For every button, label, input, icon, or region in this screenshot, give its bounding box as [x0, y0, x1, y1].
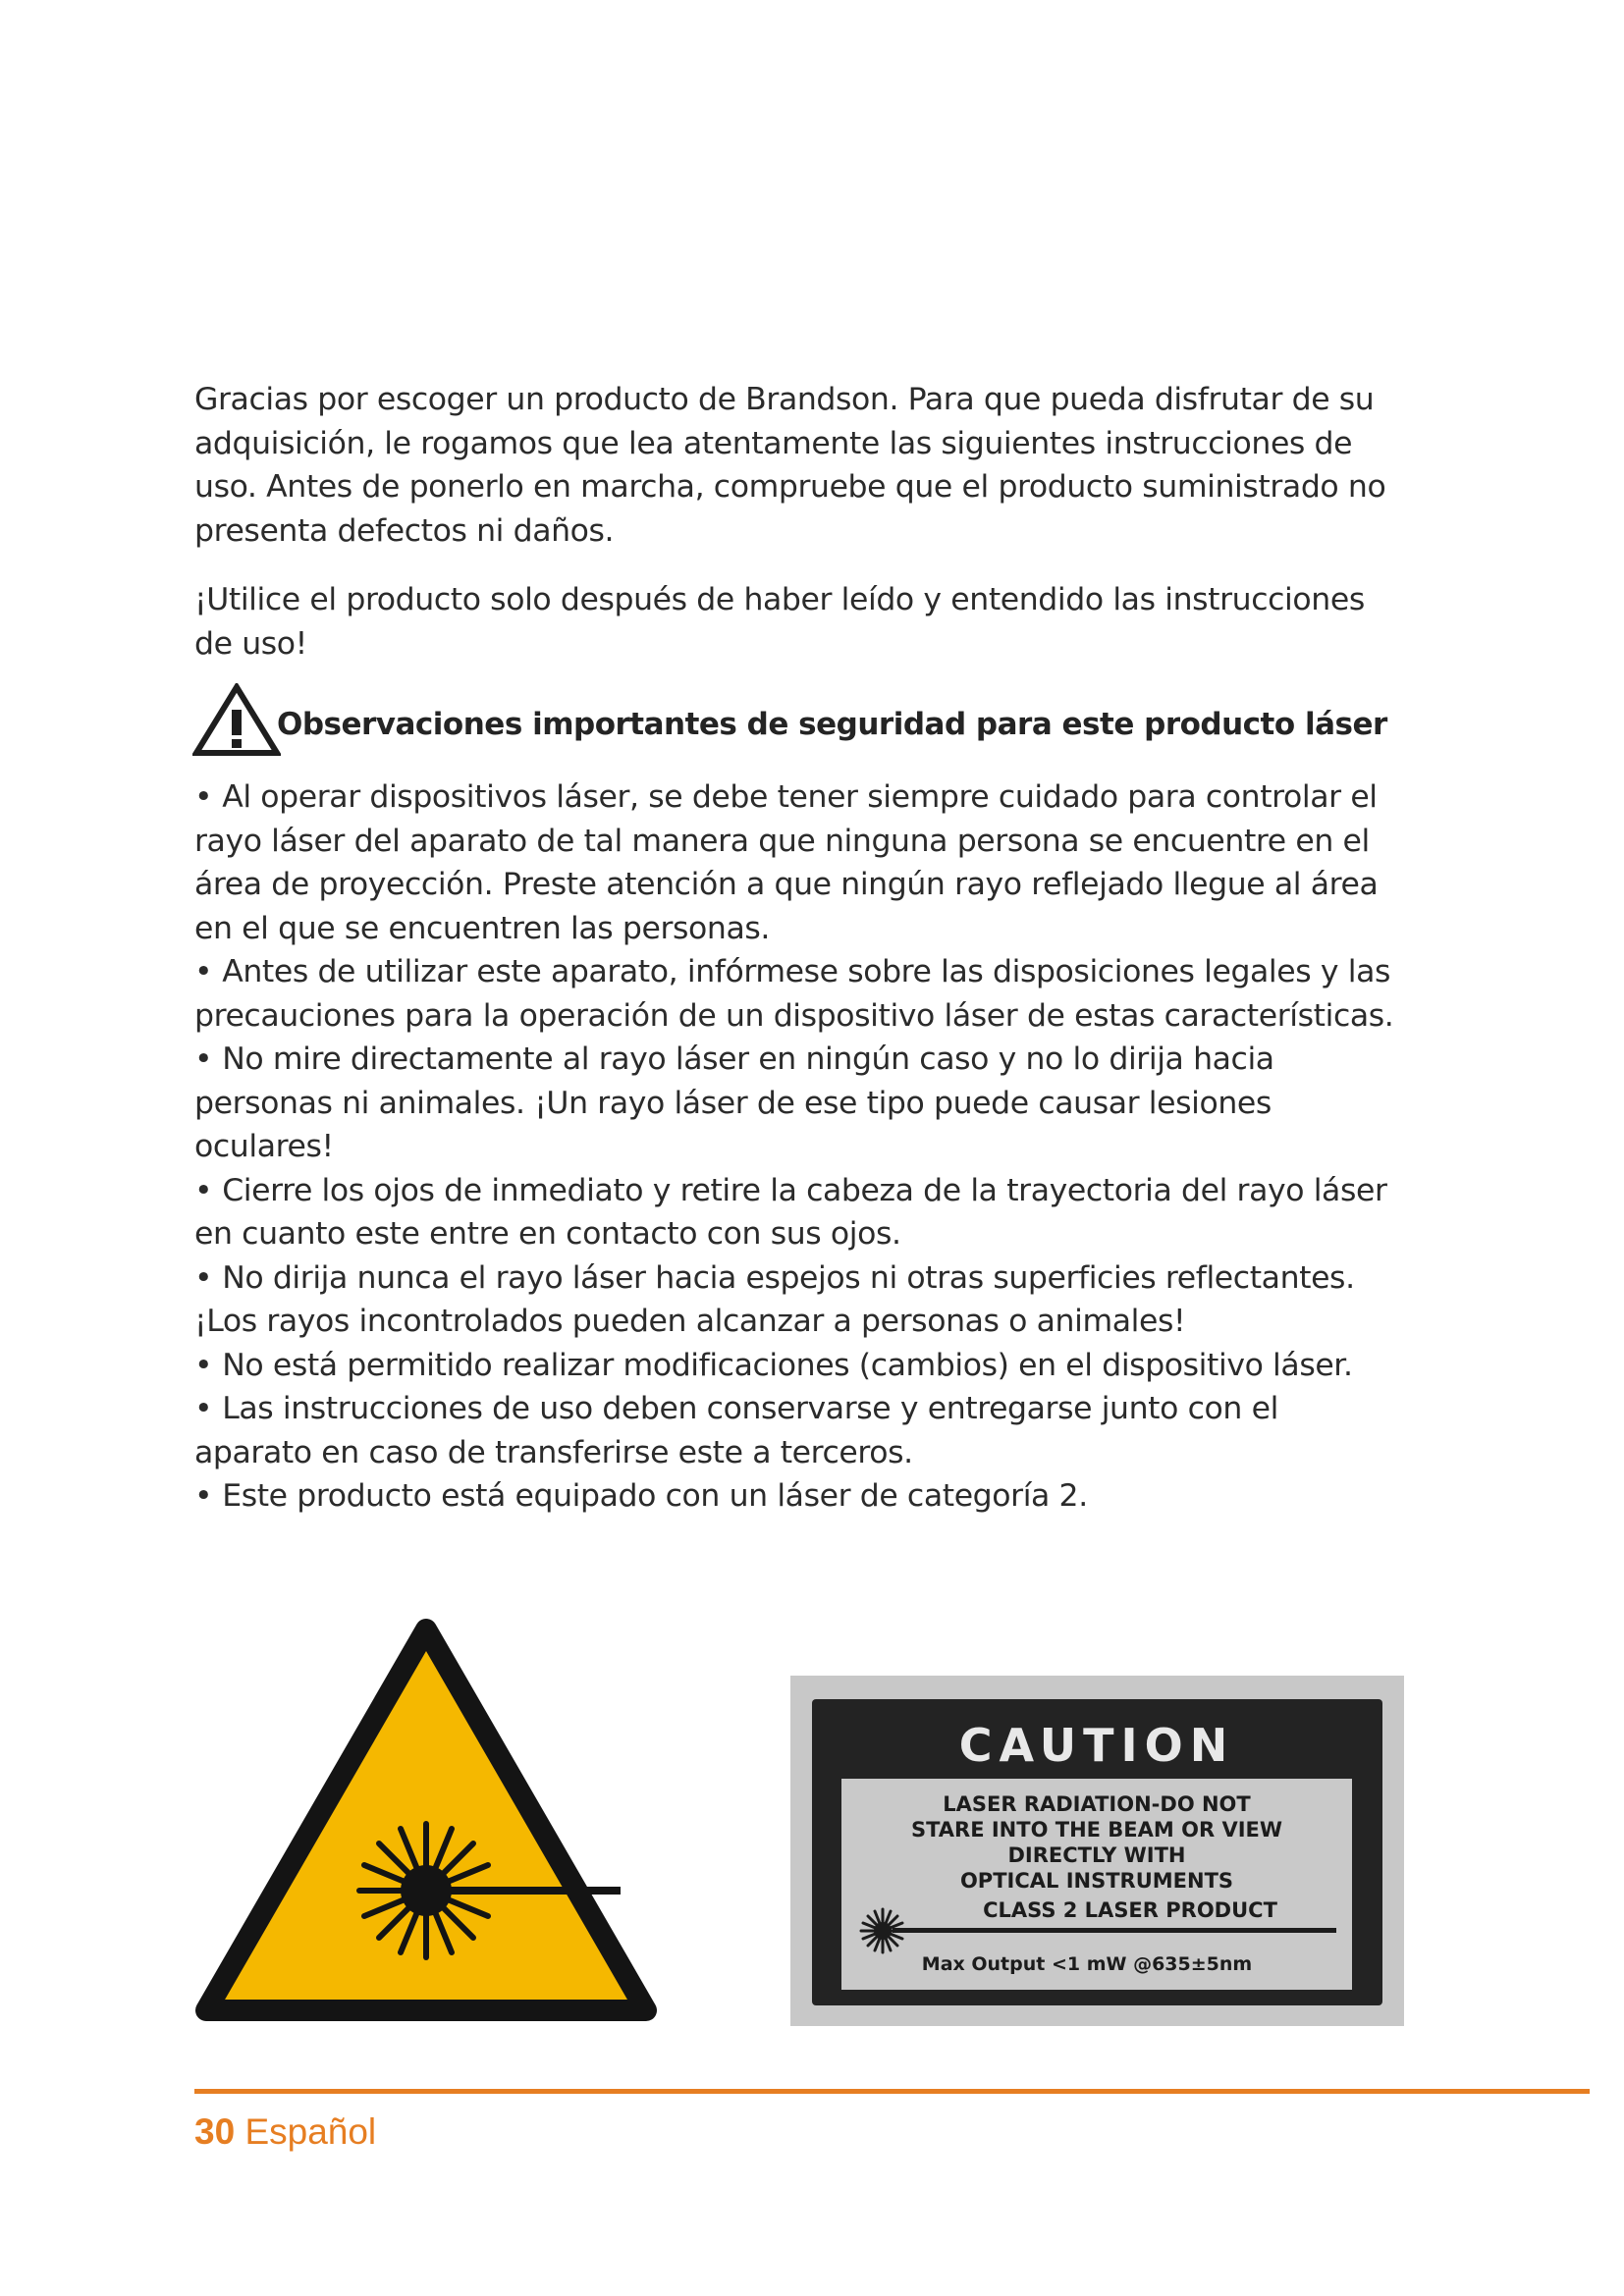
- caution-warning-line: STARE INTO THE BEAM OR VIEW: [910, 1818, 1283, 1842]
- laser-source-dot: [401, 1865, 452, 1916]
- bullet-mark: •: [194, 779, 213, 815]
- bullet-mark: •: [194, 1259, 213, 1296]
- safety-item-text: Las instrucciones de uso deben conservarse y entregarse junto con el aparato en caso de transferirse este a terceros.: [194, 1391, 1278, 1470]
- safety-list-item: [194, 1256, 1402, 1344]
- page-number: 30: [194, 2111, 236, 2152]
- caution-warning-line: LASER RADIATION-DO NOT: [943, 1792, 1251, 1816]
- bullet-mark: •: [194, 1041, 213, 1077]
- bullet-mark: •: [194, 1391, 213, 1426]
- page-content: [194, 378, 1402, 1519]
- footer-rule: [194, 2089, 1590, 2094]
- usage-notice: ¡Utilice el producto solo después de haber leído y entendido las instrucciones de uso!: [194, 582, 1365, 662]
- intro-paragraph: Gracias por escoger un producto de Brandson. Para que pueda disfrutar de su adquisición, le rogamos que lea atentamente las siguientes instrucciones de uso. Antes de ponerlo en marcha, compruebe que el producto suministrado no presenta defectos ni daños.: [194, 382, 1386, 549]
- footer-language: Español: [244, 2111, 377, 2152]
- safety-list-item: [194, 950, 1402, 1038]
- safety-item-text: Antes de utilizar este aparato, infórmese sobre las disposiciones legales y las precauciones para la operación de un dispositivo láser de estas características.: [194, 954, 1394, 1034]
- bullet-mark: •: [194, 1478, 213, 1514]
- safety-heading-row: [194, 683, 1402, 756]
- warning-triangle-icon: [192, 683, 281, 756]
- page-footer: [194, 2111, 376, 2153]
- safety-item-text: Este producto está equipado con un láser de categoría 2.: [222, 1478, 1088, 1514]
- caution-warning-line: OPTICAL INSTRUMENTS: [959, 1869, 1234, 1893]
- bullet-mark: •: [194, 1347, 213, 1383]
- safety-item-text: No mire directamente al rayo láser en ningún caso y no lo dirija hacia personas ni animales. ¡Un rayo láser de ese tipo puede causar lesiones oculares!: [194, 1041, 1274, 1164]
- safety-list: [194, 775, 1402, 1519]
- caution-warning-line: DIRECTLY WITH: [1007, 1843, 1186, 1867]
- label-beam-line: [893, 1928, 1336, 1933]
- max-output-text: Max Output <1 mW @635±5nm: [921, 1953, 1253, 1975]
- safety-list-item: [194, 775, 1402, 950]
- safety-item-text: Al operar dispositivos láser, se debe tener siempre cuidado para controlar el rayo láser del aparato de tal manera que ninguna persona se encuentre en el área de proyección. Preste atención a que ningún rayo reflejado llegue al área en el que se encuentren las personas.: [194, 779, 1379, 946]
- caution-label: [790, 1676, 1404, 2026]
- safety-list-item: [194, 1169, 1402, 1256]
- laser-class-text: CLASS 2 LASER PRODUCT: [983, 1898, 1277, 1922]
- caution-title: CAUTION: [958, 1719, 1235, 1772]
- safety-list-item: [194, 1344, 1402, 1388]
- intro-section: [194, 378, 1402, 666]
- safety-list-item: [194, 1387, 1402, 1474]
- safety-heading: Observaciones importantes de seguridad para este producto láser: [277, 706, 1387, 742]
- safety-item-text: No está permitido realizar modificaciones (cambios) en el dispositivo láser.: [222, 1347, 1353, 1383]
- bullet-mark: •: [194, 954, 213, 989]
- safety-item-text: No dirija nunca el rayo láser hacia espejos ni otras superficies reflectantes. ¡Los rayos incontrolados pueden alcanzar a personas o animales!: [194, 1259, 1355, 1339]
- safety-list-item: [194, 1038, 1402, 1169]
- safety-list-item: [194, 1474, 1402, 1519]
- safety-item-text: Cierre los ojos de inmediato y retire la cabeza de la trayectoria del rayo láser en cuanto este entre en contacto con sus ojos.: [194, 1172, 1387, 1252]
- laser-hazard-icon: [194, 1616, 658, 2026]
- laser-beam-line: [448, 1887, 621, 1895]
- bullet-mark: •: [194, 1172, 213, 1208]
